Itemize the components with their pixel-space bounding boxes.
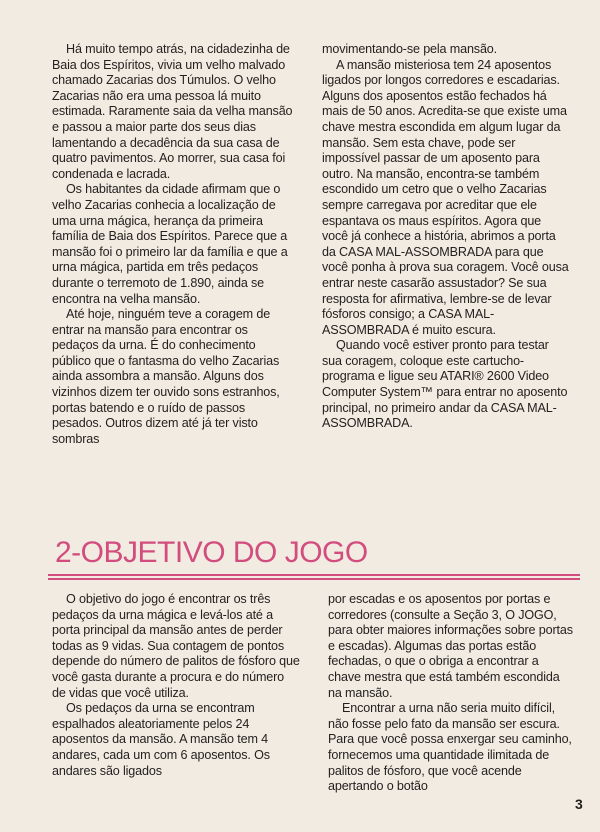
heading-divider-top xyxy=(48,574,580,576)
page-number: 3 xyxy=(575,796,583,812)
intro-paragraph: A mansão misteriosa tem 24 aposentos ligados por longos corredores e escadarias. Alguns dos aposentos estão fechados há mais de 50 anos. Acredita-se que existe uma chave mestra escondida em algum lugar da mansão. Sem esta chave, pode ser impossível passar de um aposento para outro. Na mansão, encontra-se também escondido um cetro que o velho Zacarias sempre carregava por acreditar que ele espantava os maus espíritos. Agora que você já conhece a história, abrimos a porta da CASA MAL-ASSOMBRADA para que você ponha à prova sua coragem. Você ousa entrar neste casarão assustador? Se sua resposta for afirmativa, lembre-se de levar fósforos consigo; a CASA MAL-ASSOMBRADA é muito escura. xyxy=(322,57,569,337)
intro-column-left xyxy=(52,42,294,447)
objective-column-left xyxy=(52,592,300,779)
intro-column-right xyxy=(322,42,570,432)
intro-paragraph-continuation: movimentando-se pela mansão. xyxy=(322,42,498,56)
objective-paragraph-continuation: por escadas e os aposentos por portas e corredores (consulte a Seção 3, O JOGO, para obter maiores informações sobre portas e escadas). Algumas das portas estão fechadas, o que o obriga a encontrar a chave mestra que está também escondida na mansão. xyxy=(328,592,573,700)
intro-paragraph: Quando você estiver pronto para testar sua coragem, coloque este cartucho-programa e ligue seu ATARI® 2600 Video Computer System™ para entrar no aposento principal, no primeiro andar da CASA MAL-ASSOMBRADA. xyxy=(322,338,568,431)
objective-paragraph: Encontrar a urna não seria muito difícil, não fosse pelo fato da mansão ser escura. Para que você possa enxergar seu caminho, fornecemos uma quantidade ilimitada de palitos de fósforo, que você acende apertando o botão xyxy=(328,701,572,794)
objective-paragraph: O objetivo do jogo é encontrar os três pedaços da urna mágica e levá-los até a porta principal da mansão antes de perder todas as 9 vidas. Sua contagem de pontos depende do número de palitos de fósforo que você gasta durante a procura e do número de vidas que você utiliza. xyxy=(52,592,300,700)
heading-divider-bottom xyxy=(48,578,580,580)
intro-paragraph: Há muito tempo atrás, na cidadezinha de Baia dos Espíritos, vivia um velho malvado chamado Zacarias dos Túmulos. O velho Zacarias não era uma pessoa lá muito estimada. Raramente saia da velha mansão e passou a maior parte dos seus dias lamentando a decadência da sua casa de quatro pavimentos. Ao morrer, sua casa foi condenada e lacrada. xyxy=(52,42,293,181)
section-heading: 2-OBJETIVO DO JOGO xyxy=(55,536,368,569)
objective-column-right xyxy=(328,592,574,795)
intro-paragraph: Os habitantes da cidade afirmam que o velho Zacarias conhecia a localização de uma urna mágica, herança da primeira família de Baia dos Espíritos. Parece que a mansão foi o primeiro lar da família e que a urna mágica, partida em três pedaços durante o terremoto de 1.890, ainda se encontra na velha mansão. xyxy=(52,182,288,306)
objective-paragraph: Os pedaços da urna se encontram espalhados aleatoriamente pelos 24 aposentos da mansão. A mansão tem 4 andares, cada um com 6 aposentos. Os andares são ligados xyxy=(52,701,270,778)
intro-paragraph: Até hoje, ninguém teve a coragem de entrar na mansão para encontrar os pedaços da urna. É do conhecimento público que o fantasma do velho Zacarias ainda assombra a mansão. Alguns dos vizinhos dizem ter ouvido sons estranhos, portas batendo e o ruído de passos pesados. Outros dizem até já ter visto sombras xyxy=(52,307,280,446)
